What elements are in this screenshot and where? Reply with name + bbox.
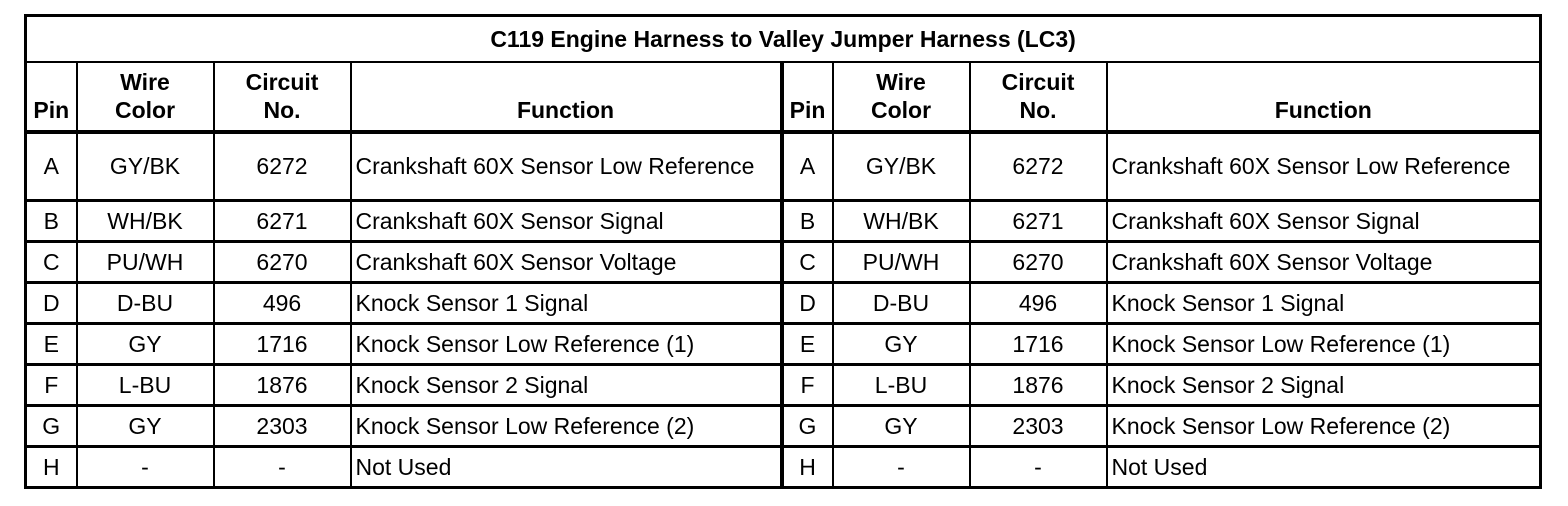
pin-cell: H — [782, 447, 833, 488]
wire-color-cell: GY/BK — [77, 132, 214, 201]
function-cell: Knock Sensor Low Reference (1) — [351, 324, 782, 365]
pin-cell: A — [26, 132, 77, 201]
wire-color-cell: D-BU — [77, 283, 214, 324]
function-cell: Not Used — [1107, 447, 1541, 488]
pin-cell: E — [26, 324, 77, 365]
function-cell: Not Used — [351, 447, 782, 488]
circuit-cell: 1876 — [970, 365, 1107, 406]
wire-color-cell: GY/BK — [833, 132, 970, 201]
circuit-cell: 6272 — [970, 132, 1107, 201]
circuit-cell: 6271 — [970, 201, 1107, 242]
table-title: C119 Engine Harness to Valley Jumper Harness (LC3) — [26, 16, 1541, 62]
circuit-cell: - — [970, 447, 1107, 488]
pin-cell: C — [26, 242, 77, 283]
circuit-cell: 1716 — [214, 324, 351, 365]
header-pin-left: Pin — [26, 62, 77, 132]
header-wire-color-right — [833, 62, 970, 132]
pin-cell: D — [26, 283, 77, 324]
function-cell: Crankshaft 60X Sensor Voltage — [1107, 242, 1541, 283]
header-circuit-line1: Circuit — [245, 68, 319, 95]
table-row — [26, 242, 1541, 283]
function-cell: Crankshaft 60X Sensor Signal — [351, 201, 782, 242]
circuit-cell: 1876 — [214, 365, 351, 406]
pin-cell: G — [26, 406, 77, 447]
circuit-cell: 6272 — [214, 132, 351, 201]
wire-color-cell: D-BU — [833, 283, 970, 324]
function-cell: Knock Sensor Low Reference (2) — [1107, 406, 1541, 447]
header-circuit-left — [214, 62, 351, 132]
circuit-cell: 6271 — [214, 201, 351, 242]
header-wire-line2: Color — [114, 96, 176, 123]
wire-color-cell: WH/BK — [77, 201, 214, 242]
wire-color-cell: GY — [77, 324, 214, 365]
circuit-cell: - — [214, 447, 351, 488]
pin-cell: B — [782, 201, 833, 242]
table-row — [26, 324, 1541, 365]
circuit-cell: 1716 — [970, 324, 1107, 365]
wire-color-cell: L-BU — [77, 365, 214, 406]
wire-color-cell: WH/BK — [833, 201, 970, 242]
header-circuit-right — [970, 62, 1107, 132]
header-wire-line1: Wire — [120, 68, 170, 95]
pin-cell: C — [782, 242, 833, 283]
function-cell: Knock Sensor 1 Signal — [351, 283, 782, 324]
function-cell: Knock Sensor 1 Signal — [1107, 283, 1541, 324]
header-function-right: Function — [1107, 62, 1541, 132]
function-cell: Crankshaft 60X Sensor Low Reference — [1107, 132, 1541, 201]
pin-cell: E — [782, 324, 833, 365]
header-wire-line1: Wire — [876, 68, 926, 95]
function-cell: Knock Sensor 2 Signal — [1107, 365, 1541, 406]
wire-color-cell: PU/WH — [833, 242, 970, 283]
circuit-cell: 2303 — [970, 406, 1107, 447]
connector-pinout-table — [24, 14, 1542, 489]
circuit-cell: 6270 — [214, 242, 351, 283]
table-row — [26, 447, 1541, 488]
header-wire-line2: Color — [870, 96, 932, 123]
header-wire-color-left — [77, 62, 214, 132]
pin-cell: A — [782, 132, 833, 201]
function-cell: Knock Sensor Low Reference (1) — [1107, 324, 1541, 365]
header-function-left: Function — [351, 62, 782, 132]
function-cell: Crankshaft 60X Sensor Voltage — [351, 242, 782, 283]
function-cell: Crankshaft 60X Sensor Low Reference — [351, 132, 782, 201]
wire-color-cell: GY — [833, 406, 970, 447]
pin-cell: H — [26, 447, 77, 488]
column-header-row — [26, 62, 1541, 132]
wire-color-cell: GY — [833, 324, 970, 365]
header-circuit-line2: No. — [263, 96, 301, 123]
circuit-cell: 496 — [970, 283, 1107, 324]
table-row — [26, 283, 1541, 324]
wire-color-cell: L-BU — [833, 365, 970, 406]
wire-color-cell: - — [77, 447, 214, 488]
circuit-cell: 6270 — [970, 242, 1107, 283]
header-pin-right: Pin — [782, 62, 833, 132]
header-circuit-line1: Circuit — [1001, 68, 1075, 95]
pin-cell: G — [782, 406, 833, 447]
wire-color-cell: GY — [77, 406, 214, 447]
pin-cell: D — [782, 283, 833, 324]
table-row — [26, 406, 1541, 447]
pin-cell: F — [782, 365, 833, 406]
pin-cell: F — [26, 365, 77, 406]
wire-color-cell: PU/WH — [77, 242, 214, 283]
function-cell: Knock Sensor Low Reference (2) — [351, 406, 782, 447]
wire-color-cell: - — [833, 447, 970, 488]
header-circuit-line2: No. — [1019, 96, 1057, 123]
function-cell: Crankshaft 60X Sensor Signal — [1107, 201, 1541, 242]
pin-cell: B — [26, 201, 77, 242]
table-row — [26, 132, 1541, 201]
function-cell: Knock Sensor 2 Signal — [351, 365, 782, 406]
table-row — [26, 201, 1541, 242]
circuit-cell: 496 — [214, 283, 351, 324]
table-row — [26, 365, 1541, 406]
circuit-cell: 2303 — [214, 406, 351, 447]
